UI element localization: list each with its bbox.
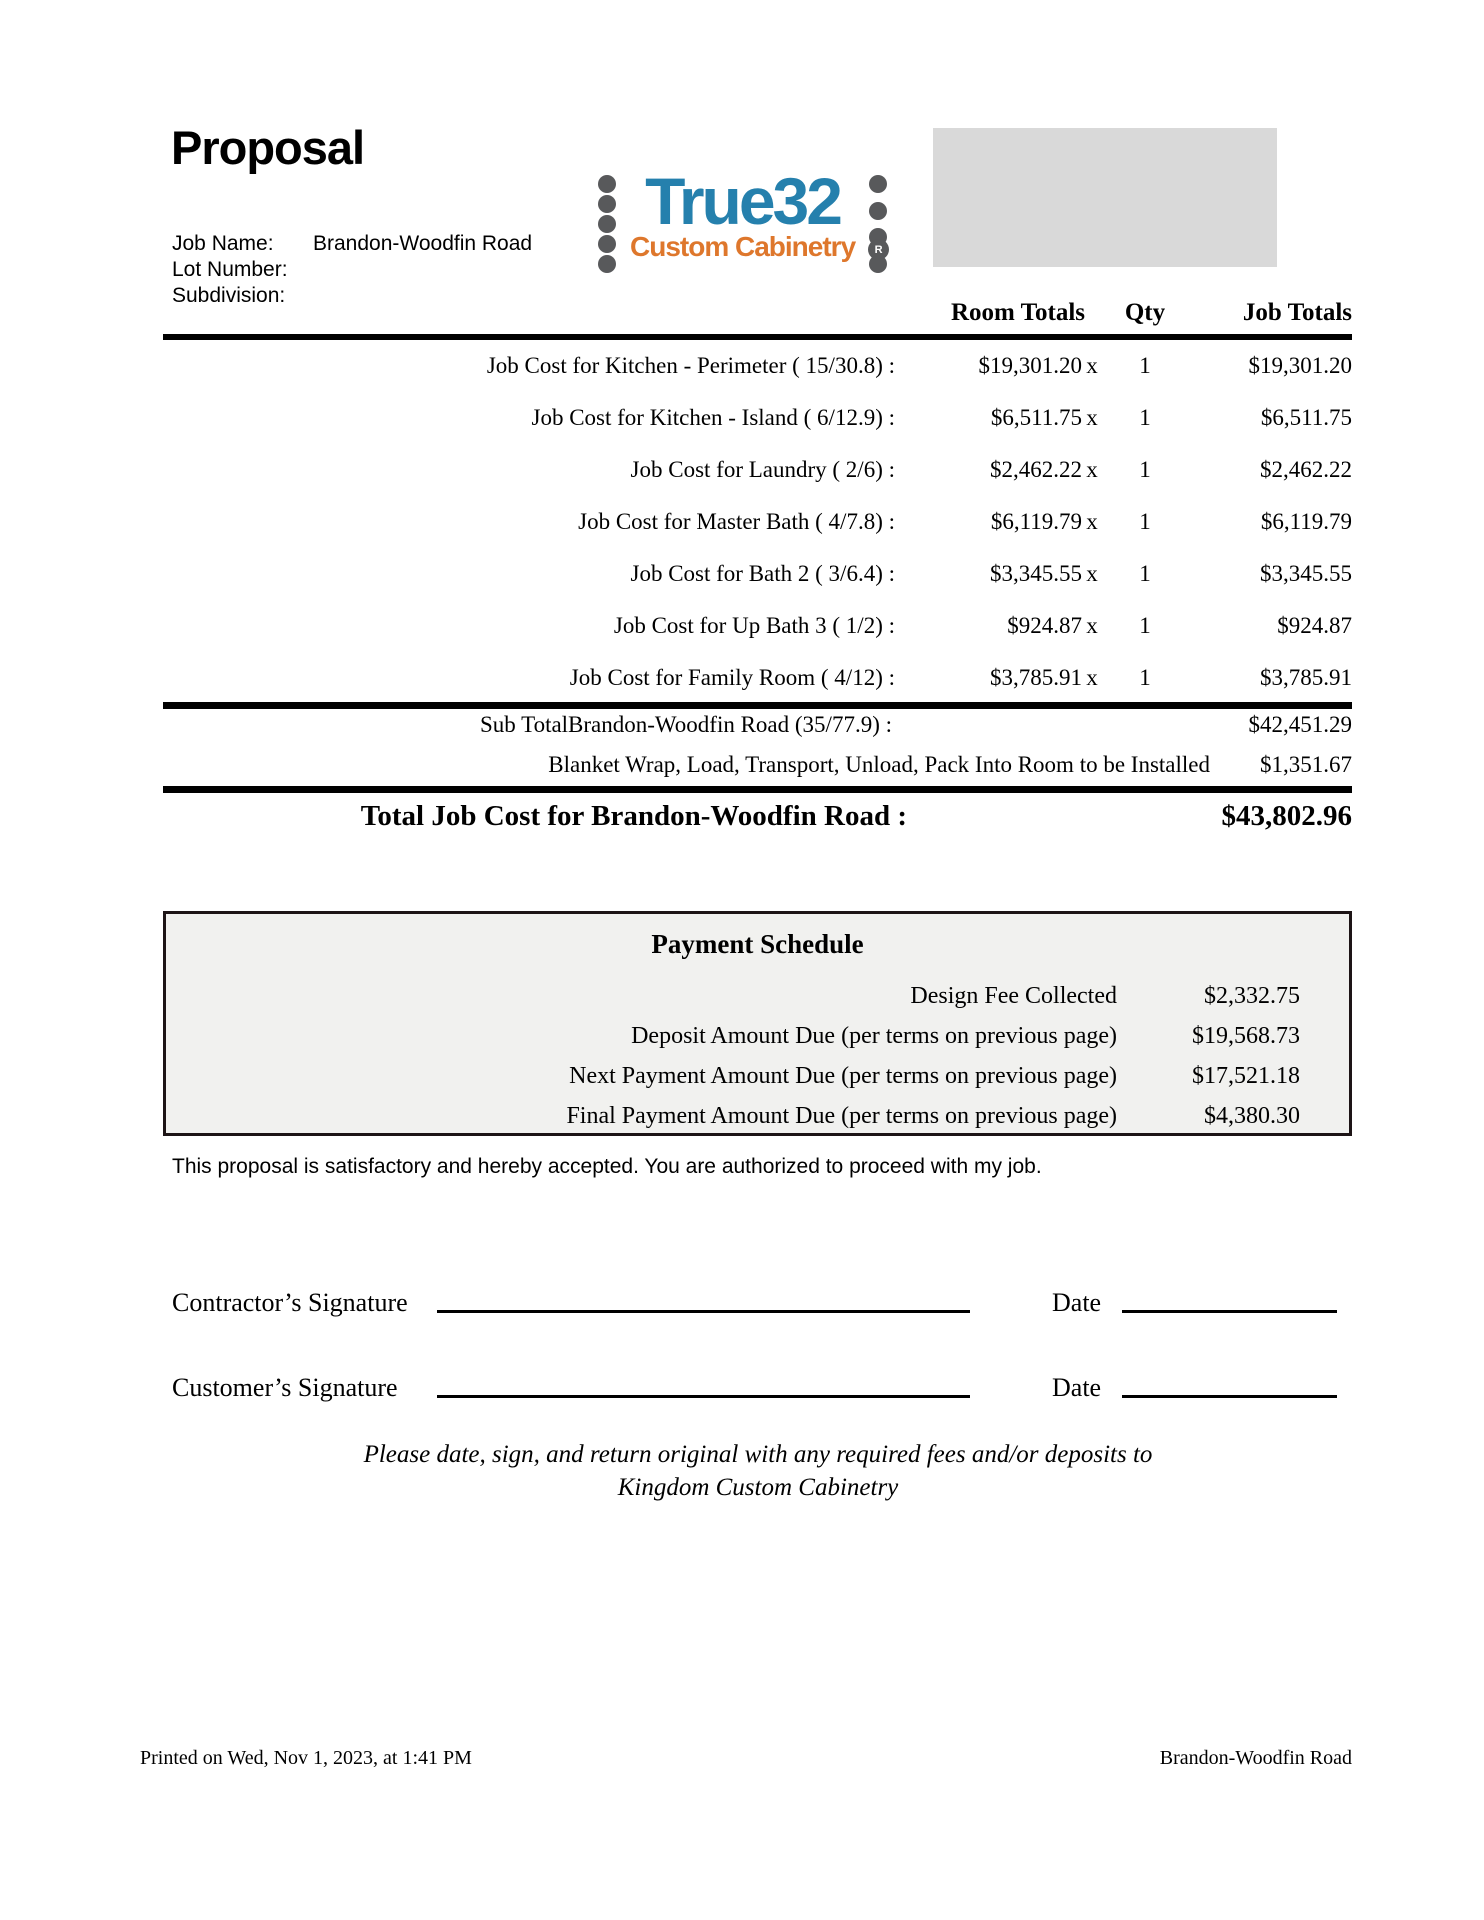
payment-label: Deposit Amount Due (per terms on previous page): [631, 1022, 1117, 1049]
row-qty: 1: [1139, 561, 1151, 586]
row-label: Job Cost for Kitchen - Island ( 6/12.9) :: [531, 405, 895, 430]
customer-signature-line: [437, 1395, 970, 1398]
payment-schedule-title: Payment Schedule: [651, 929, 864, 959]
total-label: Total Job Cost for Brandon-Woodfin Road :: [360, 800, 907, 832]
job-name-label: Job Name:: [172, 232, 274, 255]
image-placeholder-box: [933, 128, 1277, 267]
table-row: [163, 600, 1352, 652]
job-cost-rows: [163, 340, 1352, 704]
return-instructions-note: [0, 1438, 1484, 1504]
page-title: Proposal: [171, 121, 365, 174]
row-job-total: $924.87: [1277, 613, 1352, 638]
job-info-block: [172, 231, 532, 309]
row-room-total: $19,301.20: [978, 353, 1082, 378]
table-row: [163, 444, 1352, 496]
logo-dots-right-icon: [869, 170, 887, 276]
column-header-job-totals: Job Totals: [1242, 299, 1352, 326]
payment-row: [166, 976, 1349, 1016]
payment-label: Next Payment Amount Due (per terms on previous page): [569, 1062, 1117, 1089]
delivery-label: Blanket Wrap, Load, Transport, Unload, Pack Into Room to be Installed: [548, 752, 1210, 777]
row-job-total: $6,511.75: [1260, 405, 1352, 430]
row-room-total: $2,462.22: [990, 457, 1082, 482]
row-room-total: $924.87: [1007, 613, 1082, 638]
customer-signature-row: [172, 1373, 1352, 1403]
row-label: Job Cost for Laundry ( 2/6) :: [630, 457, 895, 482]
payment-schedule-box: [163, 911, 1352, 1136]
row-qty: 1: [1139, 509, 1151, 534]
row-multiply-sign: x: [1086, 665, 1098, 690]
total-value: $43,802.96: [1221, 800, 1352, 832]
row-room-total: $3,345.55: [990, 561, 1082, 586]
table-header-row: [163, 299, 1352, 327]
row-multiply-sign: x: [1086, 613, 1098, 638]
row-qty: 1: [1139, 405, 1151, 430]
row-multiply-sign: x: [1086, 457, 1098, 482]
column-header-room-totals: Room Totals: [950, 299, 1085, 326]
job-name-value: Brandon-Woodfin Road: [313, 232, 533, 255]
payment-row: [166, 1056, 1349, 1096]
row-job-total: $3,345.55: [1260, 561, 1352, 586]
row-label: Job Cost for Master Bath ( 4/7.8) :: [578, 509, 895, 534]
lot-number-row: [172, 257, 532, 283]
printed-timestamp: Printed on Wed, Nov 1, 2023, at 1:41 PM: [140, 1747, 472, 1769]
subtotal-rows: [163, 705, 1352, 785]
row-job-total: $2,462.22: [1260, 457, 1352, 482]
row-job-total: $3,785.91: [1260, 665, 1352, 690]
customer-date-line: [1122, 1395, 1337, 1398]
row-label: Job Cost for Family Room ( 4/12) :: [569, 665, 895, 690]
delivery-row: [163, 745, 1352, 785]
true32-logo: [598, 164, 887, 276]
row-room-total: $6,119.79: [990, 509, 1082, 534]
logo-dots-left-icon: [598, 170, 616, 276]
subtotal-label: Sub TotalBrandon-Woodfin Road (35/77.9) :: [480, 712, 892, 737]
table-row: [163, 548, 1352, 600]
payment-value: $19,568.73: [1192, 1022, 1300, 1049]
note-line-1: Please date, sign, and return original with any required fees and/or deposits to: [363, 1441, 1153, 1468]
row-qty: 1: [1139, 353, 1151, 378]
payment-row: [166, 1096, 1349, 1136]
page-footer: [140, 1747, 1352, 1770]
table-row: [163, 392, 1352, 444]
row-label: Job Cost for Kitchen - Perimeter ( 15/30.8) :: [486, 353, 895, 378]
contractor-signature-row: [172, 1288, 1352, 1318]
row-qty: 1: [1139, 613, 1151, 638]
row-job-total: $6,119.79: [1260, 509, 1352, 534]
table-row: [163, 652, 1352, 704]
table-row: [163, 340, 1352, 392]
contractor-date-line: [1122, 1310, 1337, 1313]
subtotal-row: [163, 705, 1352, 745]
contractor-signature-label: Contractor’s Signature: [172, 1288, 408, 1317]
total-top-rule: [163, 786, 1352, 793]
customer-date-label: Date: [1052, 1373, 1102, 1402]
column-header-qty: Qty: [1124, 299, 1166, 326]
footer-job-name: Brandon-Woodfin Road: [1159, 1747, 1352, 1769]
row-qty: 1: [1139, 457, 1151, 482]
subtotal-value: $42,451.29: [1248, 712, 1352, 737]
subdivision-label: Subdivision:: [172, 284, 286, 307]
payment-value: $2,332.75: [1204, 982, 1300, 1009]
contractor-date-label: Date: [1052, 1288, 1102, 1317]
row-label: Job Cost for Up Bath 3 ( 1/2) :: [613, 613, 895, 638]
contractor-signature-line: [437, 1310, 970, 1313]
logo-brand-name: True32: [645, 164, 840, 238]
row-multiply-sign: x: [1086, 353, 1098, 378]
payment-schedule-rows: [166, 976, 1349, 1136]
registered-trademark-icon: R: [868, 239, 889, 260]
row-label: Job Cost for Bath 2 ( 3/6.4) :: [630, 561, 895, 586]
acceptance-statement: This proposal is satisfactory and hereby accepted. You are authorized to proceed with my job.: [172, 1155, 1042, 1178]
job-name-row: [172, 231, 532, 257]
customer-signature-label: Customer’s Signature: [172, 1373, 398, 1402]
payment-label: Design Fee Collected: [910, 982, 1117, 1009]
delivery-value: $1,351.67: [1260, 752, 1352, 777]
payment-value: $4,380.30: [1204, 1102, 1300, 1129]
row-room-total: $6,511.75: [990, 405, 1082, 430]
row-qty: 1: [1139, 665, 1151, 690]
note-line-2: Kingdom Custom Cabinetry: [617, 1474, 899, 1501]
row-multiply-sign: x: [1086, 405, 1098, 430]
lot-number-label: Lot Number:: [172, 258, 288, 281]
payment-value: $17,521.18: [1192, 1062, 1300, 1089]
logo-text-block: [630, 164, 883, 276]
payment-row: [166, 1016, 1349, 1056]
total-job-cost-row: [163, 800, 1352, 833]
row-job-total: $19,301.20: [1248, 353, 1352, 378]
row-multiply-sign: x: [1086, 561, 1098, 586]
payment-label: Final Payment Amount Due (per terms on previous page): [566, 1102, 1117, 1129]
logo-subtitle: Custom Cabinetry: [630, 231, 856, 262]
row-multiply-sign: x: [1086, 509, 1098, 534]
table-row: [163, 496, 1352, 548]
row-room-total: $3,785.91: [990, 665, 1082, 690]
